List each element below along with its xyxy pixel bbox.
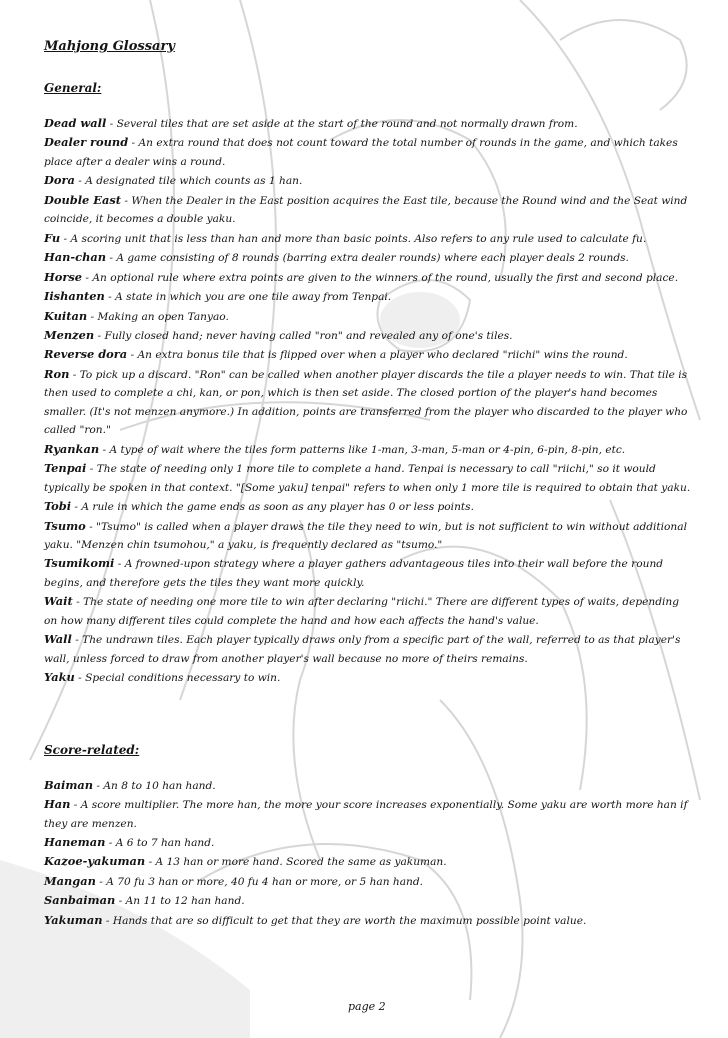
glossary-definition: A scoring unit that is less than han and more than basic points. Also refers to any rule used to calculate fu.: [70, 232, 647, 245]
glossary-term: Han: [44, 797, 71, 812]
glossary-term: Tenpai: [44, 461, 87, 476]
glossary-term: Wait: [44, 594, 73, 609]
glossary-term: Kazoe-yakuman: [44, 854, 146, 869]
glossary-definition: To pick up a discard. "Ron" can be called when another player discards the tile a player needs to win. That tile is then used to complete a chi, kan, or pon, which is then set aside. The closed portion of the player's hand becomes smaller. (It's not menzen anymore.) In addition, points are transferred from the player who discarded to the player who called "ron.": [44, 368, 688, 437]
glossary-term: Baiman: [44, 777, 94, 792]
term-separator: -: [70, 799, 81, 812]
glossary-entry: [44, 171, 694, 190]
glossary-entry: [44, 307, 694, 326]
term-separator: -: [87, 310, 98, 323]
glossary-entry: [44, 554, 694, 592]
glossary-entry: [44, 326, 694, 345]
glossary-definition: The state of needing only 1 more tile to complete a hand. Tenpai is necessary to call "riichi," so it would typically be spoken in that context. "[Some yaku] tenpai" refers to when only 1 more tile is required to obtain that yaku.: [44, 463, 691, 494]
term-separator: -: [74, 672, 86, 685]
glossary-definition: Fully closed hand; never having called "ron" and revealed any of one's tiles.: [104, 329, 513, 342]
page-number: page 2: [348, 1000, 386, 1013]
glossary-entry: [44, 345, 694, 364]
glossary-entry: [44, 459, 694, 497]
glossary-term: Horse: [44, 269, 83, 284]
glossary-term: Dealer round: [44, 135, 129, 150]
glossary-term: Wall: [44, 632, 72, 647]
glossary-definition: A 70 fu 3 han or more, 40 fu 4 han or more, or 5 han hand.: [106, 875, 424, 888]
term-separator: -: [121, 194, 132, 207]
term-separator: -: [127, 349, 138, 362]
term-separator: -: [94, 329, 105, 342]
glossary-term: Fu: [44, 230, 61, 245]
glossary-definition: A designated tile which counts as 1 han.: [85, 175, 303, 188]
glossary-definition: A 13 han or more hand. Scored the same as yakuman.: [155, 856, 447, 869]
term-separator: -: [104, 291, 116, 304]
glossary-entry: [44, 776, 694, 795]
glossary-term: Tobi: [44, 499, 72, 514]
glossary-entry: [44, 114, 694, 133]
glossary-term: Yakuman: [44, 912, 103, 927]
glossary-definition: An extra round that does not count toward the total number of rounds in the game, and which takes place after a dealer wins a round.: [44, 137, 678, 168]
glossary-entry: [44, 795, 694, 833]
glossary-definition: Special conditions necessary to win.: [85, 672, 281, 685]
glossary-term: Ryankan: [44, 441, 100, 456]
section-heading: Score-related:: [44, 742, 140, 757]
term-separator: -: [72, 596, 84, 609]
glossary-entry: [44, 229, 694, 248]
glossary-sections: [44, 80, 694, 930]
glossary-term: Ron: [44, 366, 70, 381]
glossary-definition: An 11 to 12 han hand.: [125, 895, 245, 908]
glossary-entry: [44, 630, 694, 668]
glossary-definition: A score multiplier. The more han, the more your score increases exponentially. Some yaku are worth more han if they are menzen.: [44, 799, 688, 830]
glossary-term: Haneman: [44, 834, 106, 849]
section-heading: General:: [44, 81, 102, 95]
glossary-definition: A 6 to 7 han hand.: [115, 836, 215, 849]
glossary-entry: [44, 287, 694, 306]
glossary-entry: [44, 365, 694, 440]
glossary-entry: [44, 833, 694, 852]
glossary-definition: Hands that are so difficult to get that they are worth the maximum possible point value.: [112, 914, 587, 927]
glossary-term: Reverse dora: [44, 347, 128, 362]
term-separator: -: [93, 779, 104, 792]
glossary-entry: [44, 440, 694, 459]
glossary-definition: The state of needing one more tile to win after declaring "riichi." There are different types of waits, depending on how many different tiles could complete the hand and how each affects the hand's value.: [44, 596, 680, 627]
glossary-entry: [44, 668, 694, 687]
glossary-term: Tsumikomi: [44, 556, 115, 571]
term-separator: -: [60, 232, 71, 245]
glossary-term: Menzen: [44, 327, 95, 342]
term-separator: -: [71, 634, 83, 647]
glossary-definition: Making an open Tanyao.: [97, 310, 229, 323]
glossary-entry: [44, 268, 694, 287]
glossary-term: Sanbaiman: [44, 893, 116, 908]
glossary-entry: [44, 517, 694, 555]
glossary-definition: The undrawn tiles. Each player typically draws only from a specific part of the wall, referred to as that player's wall, unless forced to draw from another player's wall because no more of theirs remains.: [44, 634, 681, 665]
term-separator: -: [102, 914, 113, 927]
glossary-definition: An 8 to 10 han hand.: [103, 779, 216, 792]
term-separator: -: [115, 895, 126, 908]
glossary-term: Dora: [44, 173, 75, 188]
term-separator: -: [74, 175, 86, 188]
glossary-definition: An optional rule where extra points are given to the winners of the round, usually the first and second place.: [92, 271, 679, 284]
glossary-term: Mangan: [44, 873, 96, 888]
glossary-definition: Several tiles that are set aside at the start of the round and not normally drawn from.: [116, 118, 578, 130]
glossary-definition: A type of wait where the tiles form patterns like 1-man, 3-man, 5-man or 4-pin, 6-pin, 8-pin, etc.: [109, 443, 626, 456]
glossary-entry: [44, 248, 694, 267]
glossary-term: Kuitan: [44, 308, 88, 323]
glossary-term: Dead wall: [44, 116, 107, 130]
glossary-term: Han-chan: [44, 250, 107, 265]
glossary-entry: [44, 133, 694, 171]
term-separator: -: [145, 856, 156, 869]
term-separator: -: [114, 558, 125, 571]
term-separator: -: [71, 501, 82, 514]
term-separator: -: [106, 118, 117, 130]
glossary-term: Tsumo: [44, 518, 86, 533]
term-separator: -: [86, 463, 97, 476]
glossary-definition: A frowned-upon strategy where a player gathers advantageous tiles into their wall before the round begins, and therefore gets the tiles they want more quickly.: [44, 558, 664, 589]
term-separator: -: [85, 520, 97, 533]
glossary-term: Yaku: [44, 670, 75, 685]
term-separator: -: [95, 875, 107, 888]
glossary-term: Double East: [44, 192, 121, 207]
glossary-definition: A game consisting of 8 rounds (barring extra dealer rounds) where each player deals 2 rounds.: [116, 252, 629, 265]
glossary-entry: [44, 891, 694, 910]
term-separator: -: [105, 836, 116, 849]
glossary-entry: [44, 191, 694, 229]
glossary-entry: [44, 911, 694, 930]
glossary-entry: [44, 852, 694, 871]
term-separator: -: [82, 271, 93, 284]
term-separator: -: [99, 443, 110, 456]
glossary-definition: A rule in which the game ends as soon as any player has 0 or less points.: [81, 501, 474, 514]
glossary-content: [44, 38, 694, 930]
glossary-term: Iishanten: [44, 289, 105, 304]
glossary-entry: [44, 592, 694, 630]
section-gap: [44, 688, 694, 742]
page-title: Mahjong Glossary: [44, 39, 175, 54]
term-separator: -: [128, 137, 139, 150]
glossary-definition: An extra bonus tile that is flipped over when a player who declared "riichi" wins the round.: [137, 349, 628, 362]
glossary-entry: [44, 872, 694, 891]
term-separator: -: [106, 252, 117, 265]
glossary-entry: [44, 497, 694, 516]
glossary-definition: When the Dealer in the East position acquires the East tile, because the Round wind and the Seat wind coincide, it becomes a double yaku.: [44, 194, 688, 226]
glossary-definition: "Tsumo" is called when a player draws the tile they need to win, but is not sufficient to win without additional yaku. "Menzen chin tsumohou," a yaku, is frequently declared as "tsumo.": [44, 520, 687, 551]
glossary-definition: A state in which you are one tile away from Tenpai.: [115, 291, 392, 304]
term-separator: -: [69, 368, 80, 381]
